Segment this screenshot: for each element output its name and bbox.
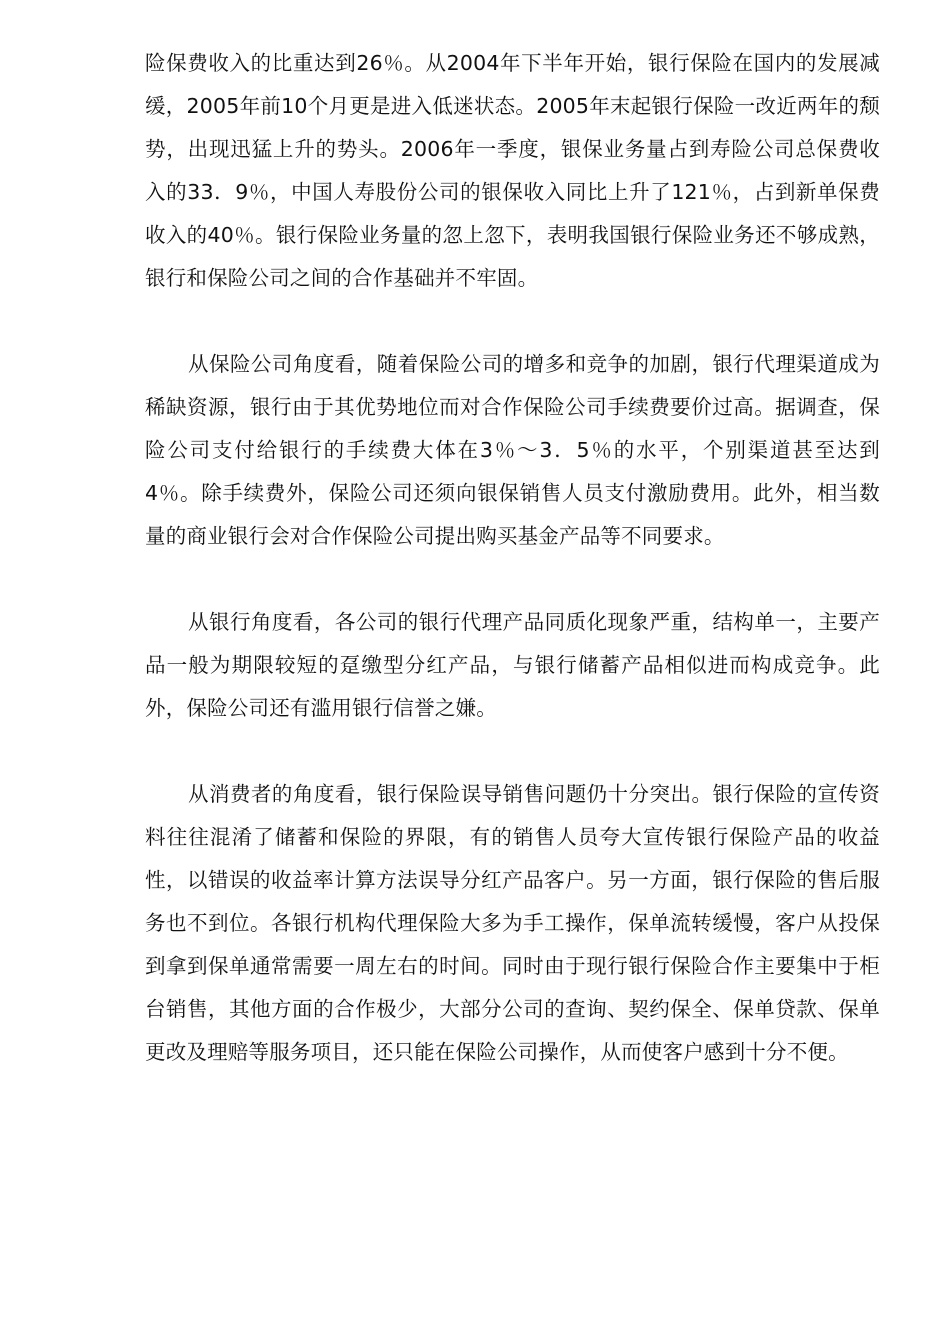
document-page (145, 42, 880, 1117)
paragraph-consumer-perspective: 从消费者的角度看，银行保险误导销售问题仍十分突出。银行保险的宣传资料往往混淆了储蓄和保险的界限，有的销售人员夸大宣传银行保险产品的收益性，以错误的收益率计算方法误导分红产品客户。另一方面，银行保险的售后服务也不到位。各银行机构代理保险大多为手工操作，保单流转缓慢，客户从投保到拿到保单通常需要一周左右的时间。同时由于现行银行保险合作主要集中于柜台销售，其他方面的合作极少，大部分公司的查询、契约保全、保单贷款、保单更改及理赔等服务项目，还只能在保险公司操作，从而使客户感到十分不便。 (145, 782, 880, 1064)
paragraph-insurer-perspective: 从保险公司角度看，随着保险公司的增多和竞争的加剧，银行代理渠道成为稀缺资源，银行由于其优势地位而对合作保险公司手续费要价过高。据调查，保险公司支付给银行的手续费大体在3％～3．5％的水平，个别渠道甚至达到4％。除手续费外，保险公司还须向银保销售人员支付激励费用。此外，相当数量的商业银行会对合作保险公司提出购买基金产品等不同要求。 (145, 352, 880, 548)
paragraph-bank-perspective: 从银行角度看，各公司的银行代理产品同质化现象严重，结构单一，主要产品一般为期限较短的趸缴型分红产品，与银行储蓄产品相似进而构成竞争。此外，保险公司还有滥用银行信誉之嫌。 (145, 610, 880, 720)
paragraph-continuation: 险保费收入的比重达到26％。从2004年下半年开始，银行保险在国内的发展减缓，2005年前10个月更是进入低迷状态。2005年末起银行保险一改近两年的颓势，出现迅猛上升的势头。2006年一季度，银保业务量占到寿险公司总保费收入的33．9％，中国人寿股份公司的银保收入同比上升了121％，占到新单保费收入的40％。银行保险业务量的忽上忽下，表明我国银行保险业务还不够成熟，银行和保险公司之间的合作基础并不牢固。 (145, 51, 880, 290)
